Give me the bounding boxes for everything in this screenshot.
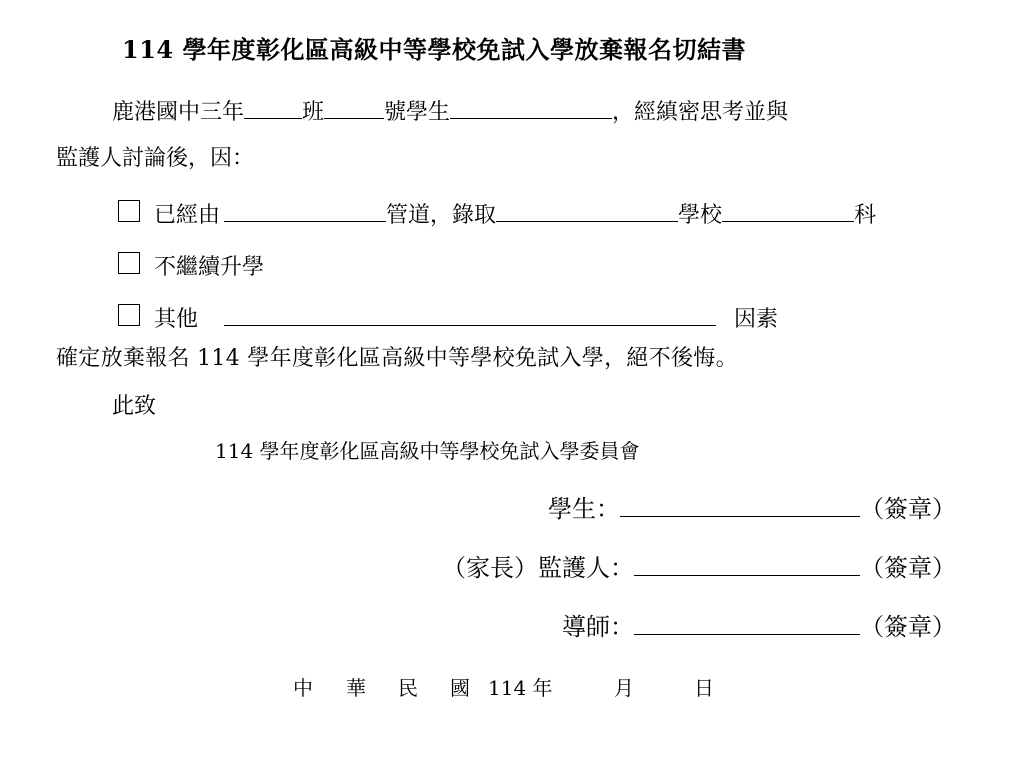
- signature-teacher-label: 導師：: [562, 613, 634, 641]
- document-title: 114 學年度彰化區高級中等學校免試入學放棄報名切結書: [122, 35, 746, 64]
- signature-student-blank[interactable]: [620, 494, 860, 517]
- signature-guardian-blank[interactable]: [634, 553, 860, 576]
- intro-line-2: 監護人討論後，因：: [56, 146, 255, 171]
- class-label: 班: [302, 100, 325, 125]
- option-admitted-label: 已經由: [154, 203, 221, 228]
- date-day: 日: [694, 676, 714, 700]
- date-month: 月: [614, 676, 634, 700]
- date-hua: 華: [346, 676, 366, 700]
- channel-admitted-text: 管道，錄取: [386, 203, 497, 228]
- signature-guardian-suffix: （簽章）: [860, 554, 956, 582]
- school-grade-text: 鹿港國中三年: [112, 100, 245, 125]
- option-no-further-study-label: 不繼續升學: [154, 255, 265, 280]
- date-zhong: 中: [293, 676, 313, 700]
- signature-guardian: [442, 553, 956, 580]
- checkbox-no-further-study[interactable]: [118, 252, 140, 274]
- signature-student-suffix: （簽章）: [860, 495, 956, 523]
- checkbox-other[interactable]: [118, 304, 140, 326]
- option-no-further-study: [118, 252, 264, 279]
- date-year: 114 年: [488, 676, 553, 700]
- school-label: 學校: [678, 203, 723, 228]
- salutation: 此致: [112, 394, 157, 419]
- signature-guardian-label: （家長）監護人：: [442, 554, 634, 582]
- checkbox-admitted[interactable]: [118, 200, 140, 222]
- intro-line: [112, 98, 788, 124]
- other-reason-blank[interactable]: [224, 305, 716, 326]
- option-other-end: 因素: [734, 307, 779, 332]
- student-name-blank[interactable]: [450, 98, 612, 119]
- school-blank[interactable]: [496, 201, 678, 222]
- option-other: [118, 304, 778, 331]
- signature-student: [548, 494, 956, 521]
- signature-teacher-blank[interactable]: [634, 612, 860, 635]
- department-blank[interactable]: [722, 201, 854, 222]
- signature-teacher-suffix: （簽章）: [860, 613, 956, 641]
- option-other-label: 其他: [154, 307, 199, 332]
- seat-label: 號學生: [384, 100, 451, 125]
- intro-continuation: ，經縝密思考並與: [612, 100, 789, 125]
- channel-blank[interactable]: [224, 201, 386, 222]
- signature-teacher: [562, 612, 956, 639]
- seat-number-blank[interactable]: [324, 98, 384, 119]
- department-label: 科: [854, 203, 877, 228]
- class-number-blank[interactable]: [244, 98, 302, 119]
- committee-name: 114 學年度彰化區高級中等學校免試入學委員會: [215, 439, 640, 463]
- option-admitted: [118, 200, 876, 227]
- date-min: 民: [398, 676, 418, 700]
- signature-student-label: 學生：: [548, 495, 620, 523]
- confirmation-text: 確定放棄報名 114 學年度彰化區高級中等學校免試入學，絕不後悔。: [56, 346, 738, 371]
- date-guo: 國: [450, 676, 470, 700]
